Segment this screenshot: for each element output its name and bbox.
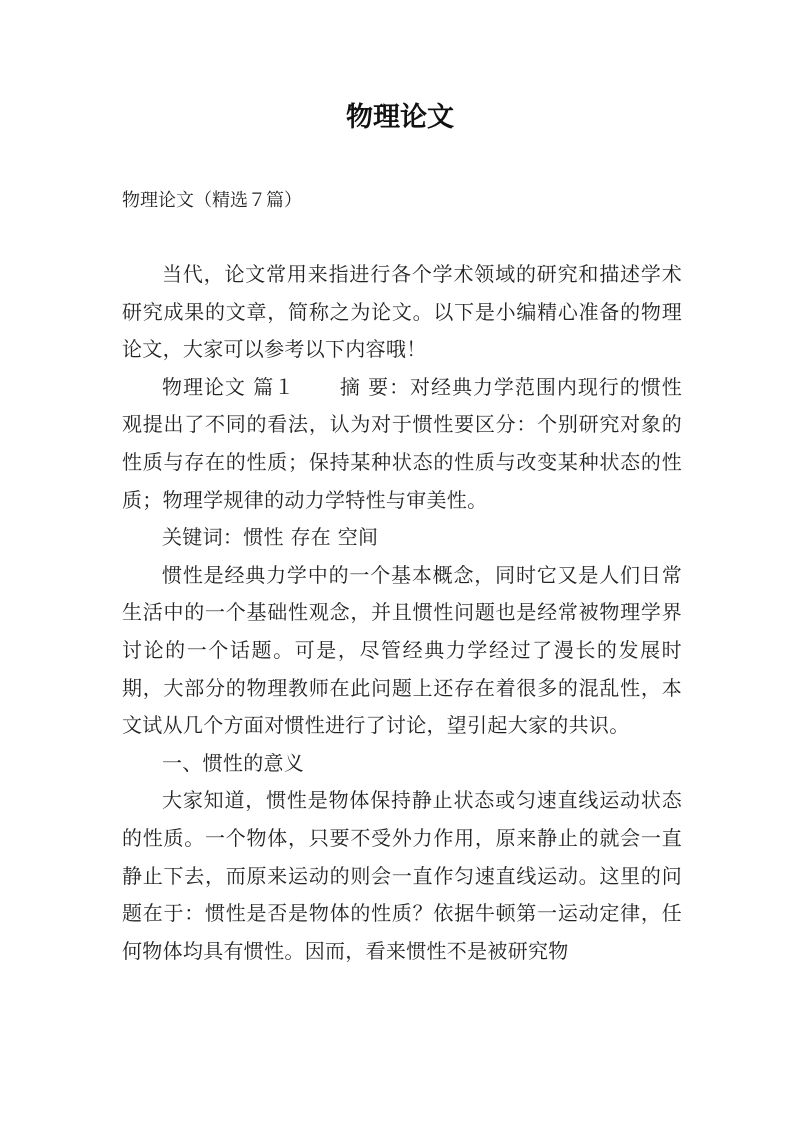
document-title: 物理论文 [346,102,454,133]
document-body [122,256,682,970]
intro-paragraph: 当代，论文常用来指进行各个学术领域的研究和描述学术研究成果的文章，简称之为论文。以下是小编精心准备的物理论文，大家可以参考以下内容哦！ [122,262,682,362]
keywords-line: 关键词：惯性 存在 空间 [162,525,379,550]
body-paragraph-1: 惯性是经典力学中的一个基本概念，同时它又是人们日常生活中的一个基础性观念，并且惯性问题也是经常被物理学界讨论的一个话题。可是，尽管经典力学经过了漫长的发展时期，大部分的物理教师在此问题上还存在着很多的混乱性，本文试从几个方面对惯性进行了讨论，望引起大家的共识。 [122,562,682,738]
abstract-text: 摘 要：对经典力学范围内现行的惯性观提出了不同的看法，认为对于惯性要区分：个别研究对象的性质与存在的性质；保持某种状态的性质与改变某种状态的性质；物理学规律的动力学特性与审美性。 [122,374,682,512]
document-subtitle: 物理论文（精选７篇） [122,190,302,211]
section-heading-1: 一、惯性的意义 [162,750,305,775]
section-label: 物理论文 篇１ [162,374,296,399]
body-paragraph-2: 大家知道，惯性是物体保持静止状态或匀速直线运动状态的性质。一个物体，只要不受外力作用，原来静止的就会一直静止下去，而原来运动的则会一直作匀速直线运动。这里的问题在于：惯性是否是物体的性质？依据牛顿第一运动定律，任何物体均具有惯性。因而，看来惯性不是被研究物 [122,788,682,963]
section-paragraph [122,369,682,519]
